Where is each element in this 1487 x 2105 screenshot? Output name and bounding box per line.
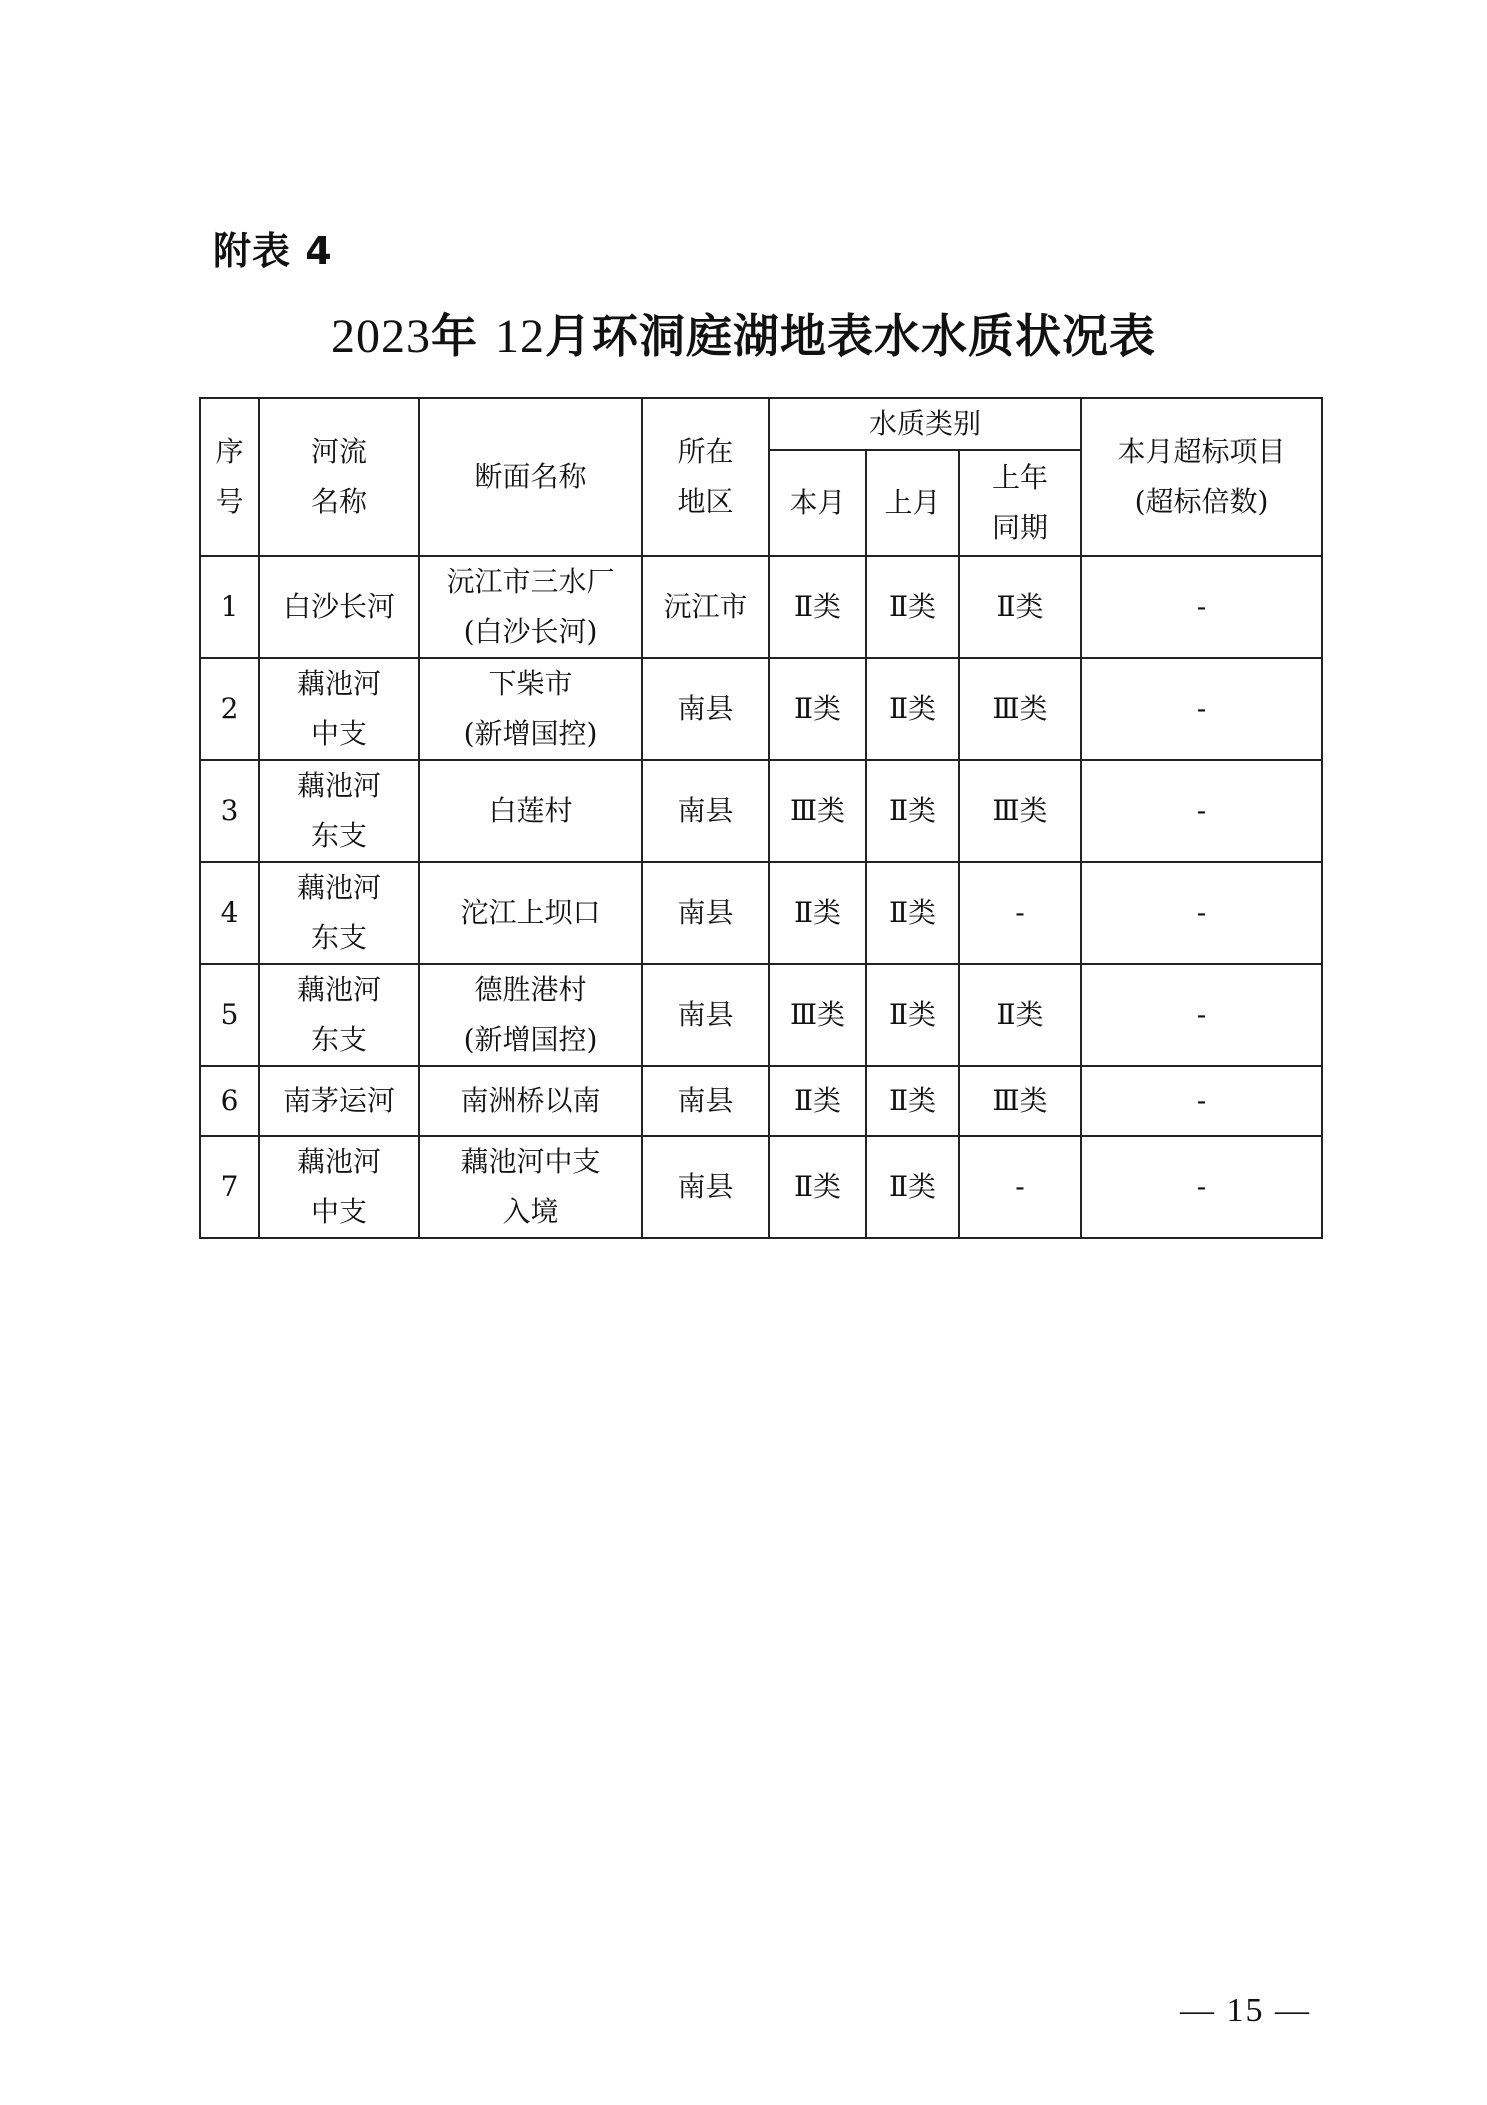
cell-last-year: - bbox=[959, 862, 1081, 964]
cell-section: 沱江上坝口 bbox=[419, 862, 642, 964]
cell-last-month: Ⅱ类 bbox=[866, 1136, 959, 1238]
title-rest: 月环洞庭湖地表水水质状况表 bbox=[545, 309, 1156, 363]
cell-exceed: - bbox=[1081, 658, 1322, 760]
cell-region: 南县 bbox=[642, 760, 769, 862]
table-row bbox=[200, 556, 1322, 658]
cell-section: 白莲村 bbox=[419, 760, 642, 862]
cell-this-month: Ⅱ类 bbox=[769, 1066, 866, 1136]
cell-seq: 1 bbox=[200, 556, 259, 658]
cell-region: 南县 bbox=[642, 1066, 769, 1136]
cell-last-month: Ⅱ类 bbox=[866, 862, 959, 964]
cell-last-year: Ⅱ类 bbox=[959, 556, 1081, 658]
title-year-suffix: 年 bbox=[430, 309, 478, 363]
header-section: 断面名称 bbox=[419, 398, 642, 556]
cell-river: 藕池河 东支 bbox=[259, 964, 419, 1066]
cell-last-month: Ⅱ类 bbox=[866, 1066, 959, 1136]
title-month: 12 bbox=[495, 310, 545, 363]
cell-seq: 4 bbox=[200, 862, 259, 964]
water-quality-table bbox=[199, 397, 1323, 1239]
cell-region: 沅江市 bbox=[642, 556, 769, 658]
header-this-month: 本月 bbox=[769, 450, 866, 556]
cell-seq: 6 bbox=[200, 1066, 259, 1136]
cell-last-month: Ⅱ类 bbox=[866, 556, 959, 658]
document-title bbox=[0, 300, 1487, 366]
cell-exceed: - bbox=[1081, 964, 1322, 1066]
table-row bbox=[200, 658, 1322, 760]
cell-region: 南县 bbox=[642, 862, 769, 964]
table-row bbox=[200, 964, 1322, 1066]
cell-river: 藕池河 东支 bbox=[259, 760, 419, 862]
header-river: 河流 名称 bbox=[259, 398, 419, 556]
header-last-year: 上年 同期 bbox=[959, 450, 1081, 556]
cell-this-month: Ⅱ类 bbox=[769, 1136, 866, 1238]
cell-seq: 5 bbox=[200, 964, 259, 1066]
cell-last-month: Ⅱ类 bbox=[866, 964, 959, 1066]
header-quality-group: 水质类别 bbox=[769, 398, 1081, 450]
cell-exceed: - bbox=[1081, 556, 1322, 658]
cell-seq: 2 bbox=[200, 658, 259, 760]
cell-region: 南县 bbox=[642, 1136, 769, 1238]
cell-this-month: Ⅲ类 bbox=[769, 760, 866, 862]
page-number: — 15 — bbox=[1180, 1992, 1311, 2029]
table-row bbox=[200, 1066, 1322, 1136]
header-region: 所在 地区 bbox=[642, 398, 769, 556]
cell-region: 南县 bbox=[642, 964, 769, 1066]
cell-this-month: Ⅲ类 bbox=[769, 964, 866, 1066]
cell-river: 藕池河 东支 bbox=[259, 862, 419, 964]
cell-seq: 3 bbox=[200, 760, 259, 862]
cell-last-year: - bbox=[959, 1136, 1081, 1238]
cell-section: 沅江市三水厂 (白沙长河) bbox=[419, 556, 642, 658]
header-last-month: 上月 bbox=[866, 450, 959, 556]
header-seq: 序 号 bbox=[200, 398, 259, 556]
attachment-label: 附表 4 bbox=[213, 229, 333, 273]
table-row bbox=[200, 862, 1322, 964]
cell-section: 南洲桥以南 bbox=[419, 1066, 642, 1136]
cell-last-month: Ⅱ类 bbox=[866, 658, 959, 760]
title-year: 2023 bbox=[330, 310, 431, 363]
cell-last-month: Ⅱ类 bbox=[866, 760, 959, 862]
table-body bbox=[200, 556, 1322, 1238]
cell-section: 德胜港村 (新增国控) bbox=[419, 964, 642, 1066]
cell-exceed: - bbox=[1081, 760, 1322, 862]
cell-last-year: Ⅱ类 bbox=[959, 964, 1081, 1066]
cell-section: 下柴市 (新增国控) bbox=[419, 658, 642, 760]
cell-this-month: Ⅱ类 bbox=[769, 658, 866, 760]
header-exceed: 本月超标项目 (超标倍数) bbox=[1081, 398, 1322, 556]
cell-this-month: Ⅱ类 bbox=[769, 862, 866, 964]
cell-last-year: Ⅲ类 bbox=[959, 760, 1081, 862]
cell-section: 藕池河中支 入境 bbox=[419, 1136, 642, 1238]
cell-last-year: Ⅲ类 bbox=[959, 1066, 1081, 1136]
cell-exceed: - bbox=[1081, 1066, 1322, 1136]
cell-river: 藕池河 中支 bbox=[259, 658, 419, 760]
table-row bbox=[200, 760, 1322, 862]
table-row bbox=[200, 1136, 1322, 1238]
cell-this-month: Ⅱ类 bbox=[769, 556, 866, 658]
cell-river: 藕池河 中支 bbox=[259, 1136, 419, 1238]
cell-river: 白沙长河 bbox=[259, 556, 419, 658]
cell-exceed: - bbox=[1081, 862, 1322, 964]
cell-region: 南县 bbox=[642, 658, 769, 760]
cell-exceed: - bbox=[1081, 1136, 1322, 1238]
cell-seq: 7 bbox=[200, 1136, 259, 1238]
cell-river: 南茅运河 bbox=[259, 1066, 419, 1136]
cell-last-year: Ⅲ类 bbox=[959, 658, 1081, 760]
